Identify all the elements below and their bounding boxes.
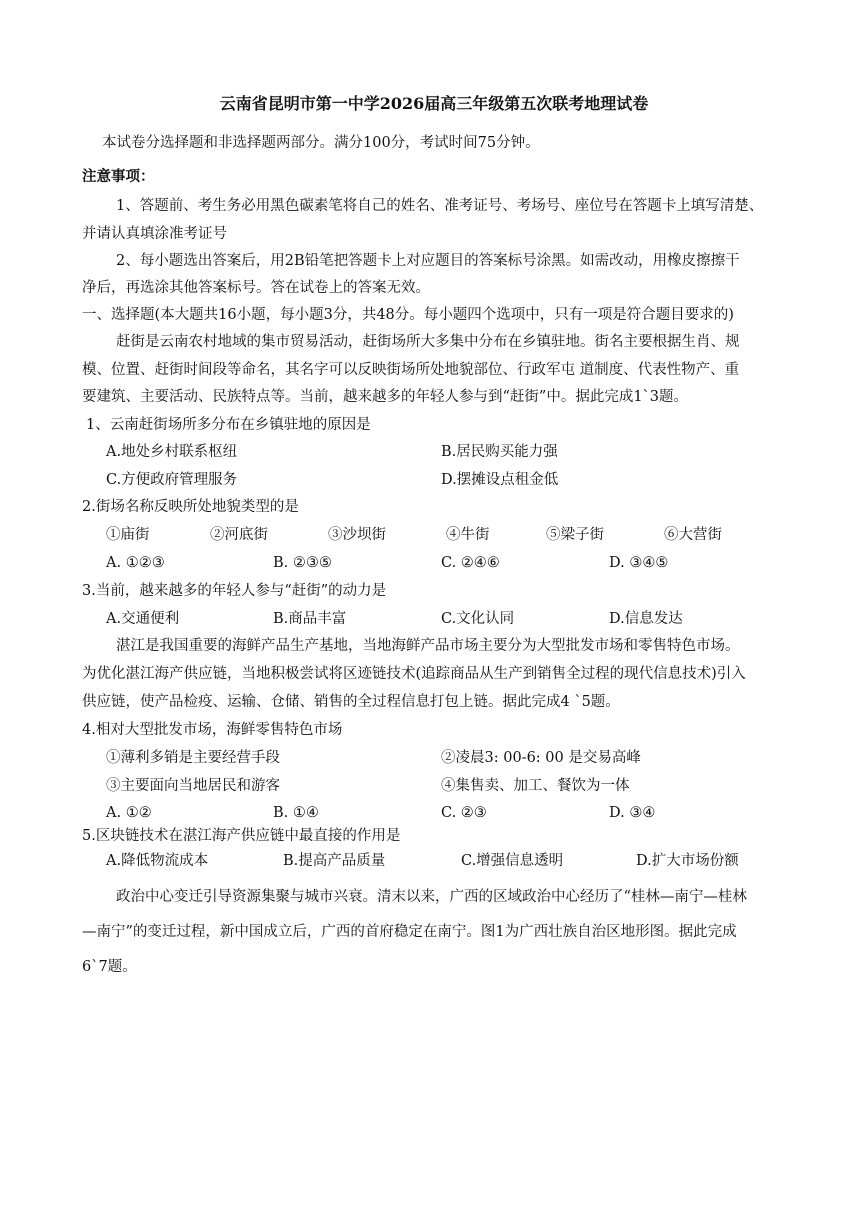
question-3-stem: 3.当前，越来越多的年轻人参与“赶街”的动力是 bbox=[82, 583, 387, 599]
option-a: A.交通便利 bbox=[106, 611, 180, 627]
statement-3: ③主要面向当地居民和游客 bbox=[106, 778, 280, 794]
option-b: B.商品丰富 bbox=[273, 611, 347, 627]
option-c: C.增强信息透明 bbox=[461, 853, 564, 869]
question-1-stem: 1、云南赶街场所多分布在乡镇驻地的原因是 bbox=[86, 417, 371, 433]
section-1-heading: 一、选择题(本大题共16小题，每小题3分，共48分。每小题四个选项中，只有一项是符合题目要求的) bbox=[82, 307, 734, 323]
option-d: D.扩大市场份额 bbox=[636, 853, 739, 869]
item-2: ②河底街 bbox=[210, 527, 268, 543]
option-d: D.摆摊设点租金低 bbox=[441, 472, 559, 488]
item-1: ①庙街 bbox=[106, 527, 150, 543]
option-b: B. ②③⑤ bbox=[273, 555, 332, 571]
statement-4: ④集售卖、加工、餐饮为一体 bbox=[441, 778, 630, 794]
notice-1-line-2: 并请认真填涂准考证号 bbox=[82, 226, 227, 242]
option-a: A.降低物流成本 bbox=[106, 853, 209, 869]
question-2-stem: 2.街场名称反映所处地貌类型的是 bbox=[82, 499, 299, 515]
notice-2-line-2: 净后，再选涂其他答案标号。答在试卷上的答案无效。 bbox=[82, 280, 430, 296]
option-d: D. ③④⑤ bbox=[609, 555, 669, 571]
passage-1-line-3: 要建筑、主要活动、民族特点等。当前，越来越多的年轻人参与到“赶街”中。据此完成1`3题。 bbox=[82, 389, 689, 405]
passage-3-line-2: —南宁”的变迁过程，新中国成立后，广西的首府稳定在南宁。图1为广西壮族自治区地形图。据此完成 bbox=[82, 924, 737, 940]
item-6: ⑥大营街 bbox=[664, 527, 722, 543]
option-c: C.方便政府管理服务 bbox=[106, 472, 238, 488]
option-c: C.文化认同 bbox=[441, 611, 515, 627]
passage-2-line-3: 供应链，使产品检疫、运输、仓储、销售的全过程信息打包上链。据此完成4 `5题。 bbox=[82, 694, 620, 710]
item-4: ④牛街 bbox=[446, 527, 490, 543]
notice-2-line-1: 2、每小题选出答案后，用2B铅笔把答题卡上对应题目的答案标号涂黑。如需改动，用橡皮擦擦干 bbox=[116, 253, 740, 269]
option-d: D. ③④ bbox=[609, 805, 656, 821]
passage-2-line-1: 湛江是我国重要的海鲜产品生产基地，当地海鲜产品市场主要分为大型批发市场和零售特色市场。 bbox=[116, 638, 740, 654]
notice-1-line-1: 1、答题前、考生务必用黑色碳素笔将自己的姓名、准考证号、考场号、座位号在答题卡上填写清楚、 bbox=[116, 198, 764, 214]
option-a: A. ①② bbox=[106, 805, 152, 821]
option-d: D.信息发达 bbox=[609, 611, 683, 627]
passage-1-line-2: 模、位置、赶街时间段等命名，其名字可以反映街场所处地貌部位、行政军屯 道制度、代表性物产、重 bbox=[82, 362, 740, 378]
passage-3-line-1: 政治中心变迁引导资源集聚与城市兴衰。清末以来，广西的区域政治中心经历了“桂林—南宁—桂林 bbox=[116, 889, 747, 905]
passage-2-line-2: 为优化湛江海产供应链，当地积极尝试将区迹链技术(追踪商品从生产到销售全过程的现代信息技术)引入 bbox=[82, 666, 746, 682]
question-4-stem: 4.相对大型批发市场，海鲜零售特色市场 bbox=[82, 722, 343, 738]
passage-3-line-3: 6`7题。 bbox=[82, 959, 137, 975]
option-c: C. ②③ bbox=[441, 805, 487, 821]
exam-intro: 本试卷分选择题和非选择题两部分。满分100分，考试时间75分钟。 bbox=[102, 135, 540, 151]
item-5: ⑤梁子街 bbox=[546, 527, 604, 543]
statement-2: ②凌晨3: 00-6: 00 是交易高峰 bbox=[441, 750, 641, 766]
statement-1: ①薄利多销是主要经营手段 bbox=[106, 750, 280, 766]
notice-heading: 注意事项： bbox=[82, 168, 155, 185]
passage-1-line-1: 赶街是云南农村地域的集市贸易活动，赶街场所大多集中分布在乡镇驻地。街名主要根据生肖、规 bbox=[116, 334, 740, 350]
option-c: C. ②④⑥ bbox=[441, 555, 500, 571]
option-b: B.居民购买能力强 bbox=[441, 444, 558, 460]
option-a: A. ①②③ bbox=[106, 555, 165, 571]
option-b: B.提高产品质量 bbox=[283, 853, 386, 869]
option-b: B. ①④ bbox=[273, 805, 319, 821]
exam-title: 云南省昆明市第一中学2026届高三年级第五次联考地理试卷 bbox=[219, 94, 649, 113]
question-5-stem: 5.区块链技术在湛江海产供应链中最直接的作用是 bbox=[82, 828, 401, 844]
item-3: ③沙坝街 bbox=[328, 527, 386, 543]
option-a: A.地处乡村联系枢纽 bbox=[106, 444, 238, 460]
